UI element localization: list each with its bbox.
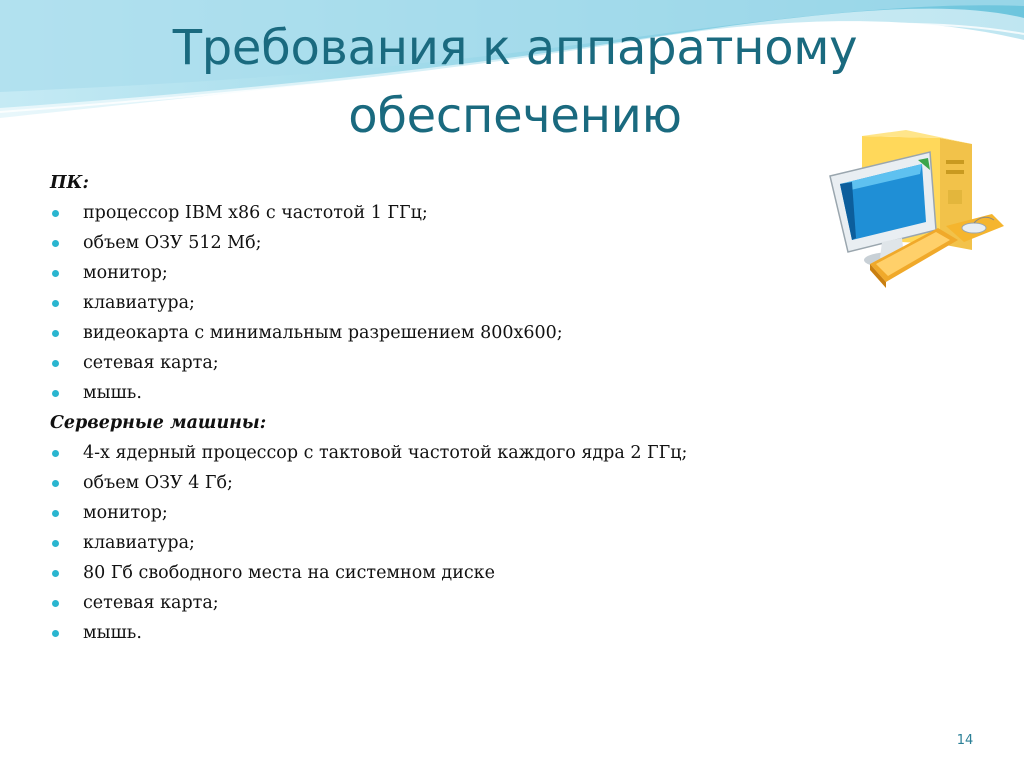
section-heading-servers: Серверные машины: [50,413,267,433]
list-item-text: видеокарта с минимальным разрешением 800x600; [83,323,563,343]
list-item [50,258,810,288]
list-item-text: монитор; [83,503,168,523]
bullet-dot [52,360,59,367]
bullet-dot [52,240,59,247]
bullet-dot [52,510,59,517]
list-item [50,288,810,318]
bullet-dot [52,630,59,637]
list-item-text: мышь. [83,623,142,643]
list-item-text: мышь. [83,383,142,403]
bullet-dot [52,570,59,577]
list-item [50,468,810,498]
bullet-dot [52,390,59,397]
list-item [50,528,810,558]
bullet-dot [52,210,59,217]
list-item-text: клавиатура; [83,293,195,313]
bullet-dot [52,480,59,487]
list-item-text: процессор IBM x86 с частотой 1 ГГц; [83,203,428,223]
computer-icon [822,130,1012,290]
list-item-text: сетевая карта; [83,353,219,373]
list-item [50,228,810,258]
bullet-dot [52,330,59,337]
list-item-text: 4-х ядерный процессор с тактовой частотой каждого ядра 2 ГГц; [83,443,688,463]
list-item [50,498,810,528]
list-item-text: объем ОЗУ 4 Гб; [83,473,233,493]
list-item-text: клавиатура; [83,533,195,553]
list-item [50,378,810,408]
page-number: 14 [956,733,974,748]
bullet-dot [52,600,59,607]
content-body [50,168,810,648]
list-item [50,348,810,378]
list-item [50,198,810,228]
list-item-text: сетевая карта; [83,593,219,613]
list-item [50,558,810,588]
bullet-dot [52,540,59,547]
list-item-text: монитор; [83,263,168,283]
bullet-dot [52,270,59,277]
section-heading-pc: ПК: [50,173,89,193]
list-item-text: 80 Гб свободного места на системном диске [83,563,495,583]
slide-title: Требования к аппаратному обеспечению [172,20,858,144]
bullet-dot [52,450,59,457]
list-item [50,438,810,468]
list-item-text: объем ОЗУ 512 Мб; [83,233,262,253]
list-item [50,588,810,618]
list-item [50,318,810,348]
list-item [50,618,810,648]
bullet-dot [52,300,59,307]
